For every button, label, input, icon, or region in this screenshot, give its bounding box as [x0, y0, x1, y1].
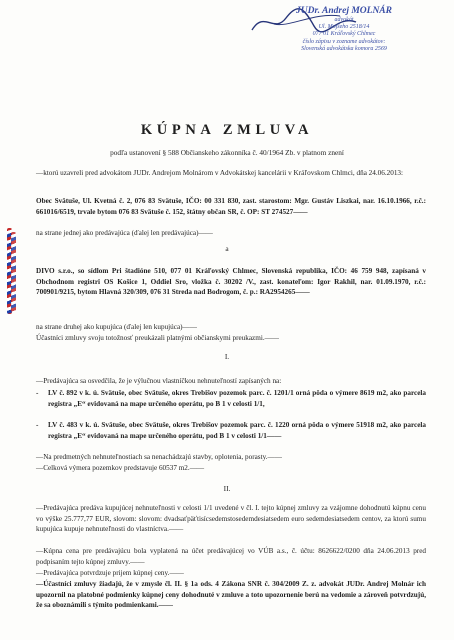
list-bullet: - — [36, 389, 39, 397]
sale-paragraph: —Predávajúca predáva kupujúcej nehnuteľnosti v celosti 1/1 uvedené v čl. I. tejto kúpnej zmluvy za vzájomne dohodnutú kúpnu cenu vo výške 25.777,77 EUR, slovom: slovom: dvadsaťpäťtisícsedemstosedemdesiatsedem euro sedemdesiatsedem centov, za ktorú sumu kupujúca kupuje nehnuteľnosti do vlastníctva.—— — [36, 504, 426, 534]
payment-confirmation: —Predávajúca potvrdzuje prijem kúpnej ceny.—— — [36, 569, 184, 577]
ownership-statement: —Predávajúca sa osvedčila, že je výlučnou vlastníčkou nehnuteľností zapísaných na: — [36, 377, 282, 385]
conjunction: a — [225, 244, 229, 253]
identification-note: Účastníci zmluvy svoju totožnosť preukázali platnými občianskymi preukazmi.—— — [36, 334, 279, 342]
buyer-details: DIVO s.r.o., so sídlom Pri štadióne 510, 077 01 Kráľovský Chlmec, Slovenská republika, IČO: 46 759 948, zapísaná v Obchodnom registri OS Košice 1, Oddiel Sro, vložka č. 30202 /V., zast. konateľom: Igor Rakhil, nar. 01.09.1970, r.č.: 700901/9215, bytom Hlavná 320/309, 076 31 Streda nad Bodrogom, č. p.: RA2954265—— — [36, 267, 426, 297]
document-subtitle: podľa ustanovení § 588 Občianskeho zákonníka č. 40/1964 Zb. v platnom znení — [110, 148, 344, 157]
seller-role: na strane jednej ako predávajúca (ďalej len predávajúca)—— — [36, 229, 213, 237]
list-bullet: - — [36, 421, 39, 429]
stamp-name: JUDr. Andrej MOLNÁR — [296, 6, 392, 16]
payment-paragraph: —Kúpna cena pre predávajúcu bola vyplatená na účet predávajúcej vo VÚB a.s., č. účtu: 8626622/0200 dňa 24.06.2013 pred podpisaním tejto kúpnej zmluvy.—— — [36, 547, 426, 566]
parcel-item-text: LV č. 483 v k. ú. Svätuše, obec Svätuše, okres Trebišov pozemok parc. č. 1220 orná pôda o výmere 51918 m2, ako parcela registra „E“ evidovaná na mape určeného operátu, pod B 1 v celosti 1/1—— — [48, 421, 426, 440]
buyer-role: na strane druhej ako kupujúca (ďalej len kupujúca)—— — [36, 323, 197, 331]
seller-details: Obec Svätuše, Ul. Kvetná č. 2, 076 83 Svätuše, IČO: 00 331 830, zast. starostom: Mgr. Gustáv Liszkai, nar. 16.10.1966, r.č.: 661016/6519, trvale bytom 076 83 Svätuše č. 152, štátny občan SR, č. OP: ST 274527—— — [36, 197, 426, 216]
notice-paragraph: —Účastníci zmluvy žiadajú, že v zmysle čl. II. § 1a ods. 4 Zákona SNR č. 304/2009 Z. z. advokát JUDr. Andrej Molnár ich upozornil na platobné podmienky kúpnej ceny dohodnuté v zmluve a toto upozornenie berú na vedomie a zároveň potvrdzujú, že sa oboznámili s týmito podmienkami.—— — [36, 580, 426, 610]
no-buildings-note: —Na predmetných nehnuteľnostiach sa nenachádzajú stavby, oplotenia, porasty.—— — [36, 453, 282, 461]
stamp-line: Slovenská advokátska komora 2569 — [301, 45, 387, 52]
intro-paragraph: —ktorú uzavreli pred advokátom JUDr. Andrejom Molnárom v Advokátskej kancelárii v Kráľovskom Chlmci, dňa 24.06.2013: — [36, 169, 404, 177]
section-1-heading: I. — [224, 352, 230, 361]
notary-stamp — [278, 6, 410, 53]
parcel-item-text: LV č. 892 v k. ú. Svätuše, obec Svätuše, okres Trebišov pozemok parc. č. 1201/1 orná pôda o výmere 8619 m2, ako parcela registra „E“ evidovaná na mape určeného operátu, po B 1 v celosti 1/1, — [48, 389, 426, 408]
section-2-heading: II. — [223, 484, 231, 493]
parcel-item — [36, 420, 426, 441]
total-area-note: —Celková výmera pozemkov predstavuje 60537 m2.—— — [36, 464, 205, 472]
document-title: KÚPNA ZMLUVA — [140, 122, 314, 138]
stamp-role: advokát — [334, 17, 354, 23]
stamp-line: číslo zápisu v zozname advokátov: — [302, 38, 386, 45]
parcel-item — [36, 388, 426, 409]
stamp-line: Ul. Mojšeho 2518/14 — [318, 24, 370, 31]
stamp-line: 077 01 Kráľovský Chlmec — [312, 31, 376, 38]
